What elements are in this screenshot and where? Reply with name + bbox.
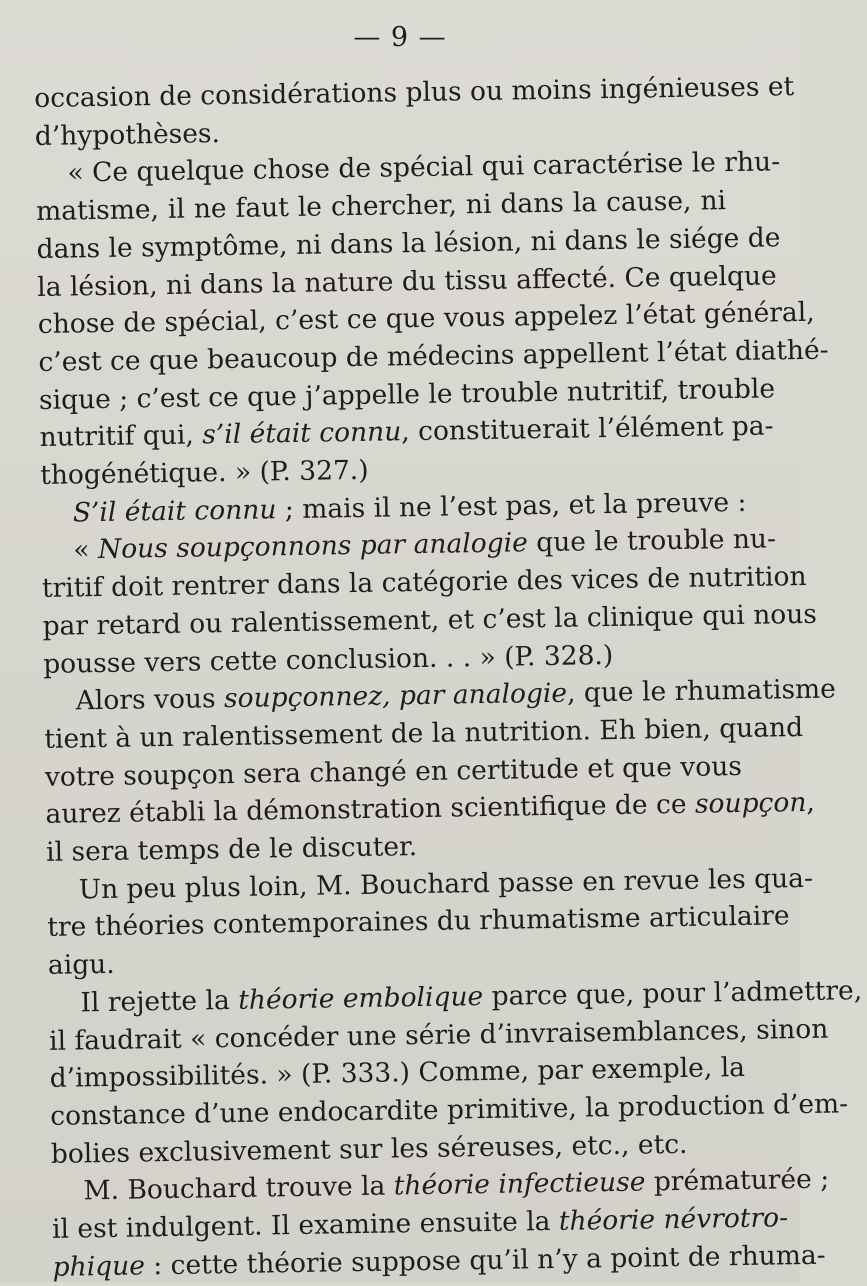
text-segment: tritif doit rentrer dans la catégorie des vices de nutrition	[41, 561, 807, 605]
text-segment: par retard ou ralentissement, et c’est la clinique qui nous	[42, 598, 818, 642]
text-segment: que le trouble nu-	[527, 523, 777, 559]
text-segment: , constituerait l’élément pa-	[401, 410, 774, 448]
text-segment: c’est ce que beaucoup de médecins appellent l’état diathé-	[38, 334, 829, 378]
text-segment: d’impossibilités. » (P. 333.) Comme, par exemple, la	[49, 1052, 746, 1095]
text-segment: la lésion, ni dans la nature du tissu affecté. Ce quelque	[37, 259, 777, 303]
page-number: — 9 —	[353, 22, 447, 53]
text-segment: : cette théorie suppose qu’il n’y a point de rhuma-	[144, 1239, 826, 1282]
italic-text: théorie névrotro-	[558, 1202, 789, 1237]
body-text	[34, 69, 863, 1286]
italic-text: théorie embolique	[237, 980, 484, 1016]
italic-text: phique	[52, 1250, 146, 1283]
text-segment: il est indulgent. Il examine ensuite la	[51, 1205, 560, 1245]
italic-text: théorie infectieuse	[393, 1166, 646, 1202]
text-segment: il sera temps de le discuter.	[45, 831, 418, 868]
text-segment: Il rejette la	[80, 984, 239, 1019]
italic-text: Nous soupçonnons par analogie	[97, 527, 529, 566]
italic-text: S’il était connu	[72, 493, 277, 529]
text-segment: aigu.	[47, 949, 115, 982]
text-segment: votre soupçon sera changé en certitude et que vous	[44, 750, 743, 793]
text-segment: parce que, pour l’admettre,	[482, 974, 863, 1012]
text-segment: thogénétique. » (P. 327.)	[39, 454, 369, 491]
text-segment: , que le rhumatisme	[566, 673, 837, 709]
text-segment: sique ; c’est ce que j’appelle le trouble nutritif, trouble	[38, 373, 776, 416]
text-segment: pousse vers cette conclusion. . . » (P. 328.)	[42, 639, 614, 680]
text-segment: nutritif qui,	[39, 419, 203, 454]
text-segment: il faudrait « concéder une série d’invraisemblances, sinon	[48, 1013, 829, 1057]
text-segment: aurez établi la démonstration scientifique de ce	[45, 789, 696, 831]
text-segment: ,	[806, 787, 816, 819]
text-segment: Un peu plus loin, M. Bouchard passe en revue les qua-	[78, 862, 814, 906]
text-segment: Alors vous	[75, 683, 225, 717]
text-segment: dans le symptôme, ni dans la lésion, ni dans le siége de	[36, 222, 781, 265]
text-segment: d’hypothèses.	[34, 117, 221, 152]
italic-text: s’il était connu	[201, 416, 402, 451]
text-segment: « Ce quelque chose de spécial qui caractérise le rhu-	[67, 146, 781, 189]
italic-text: soupçonnez, par analogie	[223, 677, 568, 715]
text-segment: ; mais il ne l’est pas, et la preuve :	[276, 486, 747, 525]
text-segment: matisme, il ne faut le chercher, ni dans la cause, ni	[35, 185, 727, 228]
text-segment: constance d’une endocardite primitive, la production d’em-	[50, 1088, 849, 1132]
text-segment: tient à un ralentissement de la nutrition. Eh bien, quand	[44, 711, 804, 755]
text-segment: bolies exclusivement sur les séreuses, etc., etc.	[50, 1128, 688, 1170]
text-segment: M. Bouchard trouve la	[83, 1170, 395, 1207]
text-segment: prématurée ;	[645, 1164, 830, 1198]
italic-text: soupçon	[694, 787, 807, 821]
text-segment: chose de spécial, c’est ce que vous appelez l’état général,	[37, 296, 815, 341]
text-segment: tre théories contemporaines du rhumatisme articulaire	[47, 900, 790, 944]
text-segment: occasion de considérations plus ou moins ingénieuses et	[34, 71, 795, 114]
text-segment: «	[73, 534, 99, 566]
